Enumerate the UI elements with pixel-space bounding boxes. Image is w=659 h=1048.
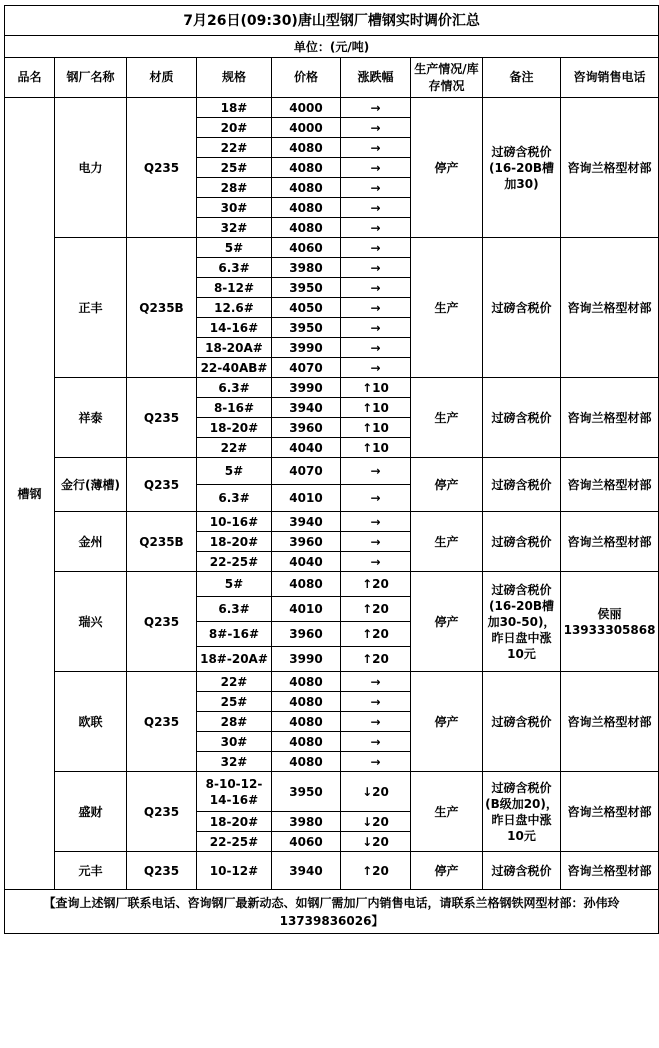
status-cell: 停产: [411, 672, 483, 772]
table-row: [5, 772, 659, 812]
spec-cell: 8#-16#: [197, 622, 272, 647]
price-cell: 3990: [272, 338, 341, 358]
table-row: [5, 458, 659, 485]
remark-cell: 过磅含税价: [483, 238, 561, 378]
price-cell: 4000: [272, 98, 341, 118]
table-row: [5, 572, 659, 597]
price-cell: 4060: [272, 238, 341, 258]
change-cell: ↑10: [341, 438, 411, 458]
change-cell: ↑10: [341, 398, 411, 418]
price-cell: 4040: [272, 552, 341, 572]
table-row: [5, 672, 659, 692]
price-cell: 4050: [272, 298, 341, 318]
spec-cell: 18-20#: [197, 532, 272, 552]
header-status: 生产情况/库存情况: [411, 58, 483, 98]
header-spec: 规格: [197, 58, 272, 98]
change-cell: →: [341, 338, 411, 358]
status-cell: 停产: [411, 852, 483, 890]
price-cell: 3940: [272, 852, 341, 890]
price-cell: 4080: [272, 752, 341, 772]
header-material: 材质: [127, 58, 197, 98]
change-cell: →: [341, 552, 411, 572]
table-row: [5, 238, 659, 258]
page-title: 7月26日(09:30)唐山型钢厂槽钢实时调价汇总: [5, 6, 659, 36]
change-cell: →: [341, 532, 411, 552]
spec-cell: 8-12#: [197, 278, 272, 298]
mill-name-cell: 祥泰: [55, 378, 127, 458]
material-cell: Q235: [127, 458, 197, 512]
price-summary-sheet: [4, 5, 658, 934]
product-name-cell: 槽钢: [5, 98, 55, 890]
status-cell: 停产: [411, 458, 483, 512]
price-cell: 4040: [272, 438, 341, 458]
header-contact: 咨询销售电话: [561, 58, 659, 98]
status-cell: 停产: [411, 572, 483, 672]
unit-label: 单位：(元/吨): [5, 36, 659, 58]
change-cell: →: [341, 485, 411, 512]
spec-cell: 25#: [197, 692, 272, 712]
spec-cell: 5#: [197, 458, 272, 485]
change-cell: →: [341, 178, 411, 198]
change-cell: ↑20: [341, 647, 411, 672]
change-cell: ↑10: [341, 378, 411, 398]
price-cell: 3990: [272, 647, 341, 672]
spec-cell: 18-20A#: [197, 338, 272, 358]
contact-cell: 咨询兰格型材部: [561, 98, 659, 238]
material-cell: Q235: [127, 378, 197, 458]
change-cell: →: [341, 158, 411, 178]
remark-cell: 过磅含税价(16-20B槽加30-50)，昨日盘中涨10元: [483, 572, 561, 672]
spec-cell: 22-25#: [197, 552, 272, 572]
spec-cell: 30#: [197, 198, 272, 218]
price-cell: 4080: [272, 198, 341, 218]
change-cell: →: [341, 712, 411, 732]
header-change: 涨跌幅: [341, 58, 411, 98]
mill-name-cell: 欧联: [55, 672, 127, 772]
status-cell: 生产: [411, 512, 483, 572]
spec-cell: 22-25#: [197, 832, 272, 852]
price-cell: 3950: [272, 318, 341, 338]
material-cell: Q235B: [127, 512, 197, 572]
mill-name-cell: 金行(薄槽): [55, 458, 127, 512]
header-remarks: 备注: [483, 58, 561, 98]
mill-name-cell: 正丰: [55, 238, 127, 378]
change-cell: ↓20: [341, 772, 411, 812]
material-cell: Q235: [127, 572, 197, 672]
table-row: [5, 512, 659, 532]
price-cell: 4080: [272, 572, 341, 597]
change-cell: →: [341, 238, 411, 258]
change-cell: →: [341, 278, 411, 298]
change-cell: ↑20: [341, 597, 411, 622]
mill-name-cell: 元丰: [55, 852, 127, 890]
change-cell: →: [341, 118, 411, 138]
price-cell: 3990: [272, 378, 341, 398]
table-row: [5, 852, 659, 890]
spec-cell: 25#: [197, 158, 272, 178]
spec-cell: 32#: [197, 752, 272, 772]
spec-cell: 28#: [197, 712, 272, 732]
spec-cell: 22-40AB#: [197, 358, 272, 378]
spec-cell: 28#: [197, 178, 272, 198]
price-cell: 3940: [272, 512, 341, 532]
change-cell: →: [341, 218, 411, 238]
change-cell: →: [341, 458, 411, 485]
spec-cell: 6.3#: [197, 485, 272, 512]
header-product: 品名: [5, 58, 55, 98]
material-cell: Q235: [127, 98, 197, 238]
price-cell: 3960: [272, 532, 341, 552]
price-cell: 4080: [272, 158, 341, 178]
price-cell: 3960: [272, 622, 341, 647]
remark-cell: 过磅含税价: [483, 672, 561, 772]
price-cell: 4010: [272, 597, 341, 622]
price-cell: 4070: [272, 358, 341, 378]
status-cell: 生产: [411, 238, 483, 378]
header-row: [5, 58, 659, 98]
remark-cell: 过磅含税价(16-20B槽加30): [483, 98, 561, 238]
price-cell: 3980: [272, 258, 341, 278]
contact-cell: 咨询兰格型材部: [561, 512, 659, 572]
change-cell: →: [341, 358, 411, 378]
change-cell: ↓20: [341, 832, 411, 852]
change-cell: →: [341, 298, 411, 318]
header-mill: 钢厂名称: [55, 58, 127, 98]
change-cell: ↑10: [341, 418, 411, 438]
price-cell: 4080: [272, 712, 341, 732]
change-cell: ↑20: [341, 572, 411, 597]
contact-cell: 咨询兰格型材部: [561, 672, 659, 772]
spec-cell: 12.6#: [197, 298, 272, 318]
remark-cell: 过磅含税价(B级加20)，昨日盘中涨10元: [483, 772, 561, 852]
price-cell: 3950: [272, 772, 341, 812]
table-row: [5, 98, 659, 118]
contact-cell: 侯丽 13933305868: [561, 572, 659, 672]
price-cell: 4080: [272, 178, 341, 198]
spec-cell: 14-16#: [197, 318, 272, 338]
change-cell: →: [341, 318, 411, 338]
change-cell: →: [341, 512, 411, 532]
contact-cell: 咨询兰格型材部: [561, 458, 659, 512]
change-cell: ↑20: [341, 852, 411, 890]
contact-cell: 咨询兰格型材部: [561, 238, 659, 378]
mill-name-cell: 电力: [55, 98, 127, 238]
change-cell: →: [341, 752, 411, 772]
contact-cell: 咨询兰格型材部: [561, 772, 659, 852]
price-table: [4, 5, 659, 934]
remark-cell: 过磅含税价: [483, 458, 561, 512]
material-cell: Q235B: [127, 238, 197, 378]
material-cell: Q235: [127, 772, 197, 852]
spec-cell: 22#: [197, 438, 272, 458]
price-cell: 4080: [272, 692, 341, 712]
price-cell: 4080: [272, 732, 341, 752]
material-cell: Q235: [127, 672, 197, 772]
change-cell: →: [341, 732, 411, 752]
change-cell: →: [341, 98, 411, 118]
price-cell: 3940: [272, 398, 341, 418]
mill-name-cell: 金州: [55, 512, 127, 572]
price-cell: 4080: [272, 138, 341, 158]
spec-cell: 10-16#: [197, 512, 272, 532]
change-cell: →: [341, 692, 411, 712]
status-cell: 生产: [411, 772, 483, 852]
remark-cell: 过磅含税价: [483, 852, 561, 890]
spec-cell: 32#: [197, 218, 272, 238]
status-cell: 生产: [411, 378, 483, 458]
spec-cell: 6.3#: [197, 597, 272, 622]
contact-cell: 咨询兰格型材部: [561, 378, 659, 458]
spec-cell: 22#: [197, 672, 272, 692]
price-cell: 4070: [272, 458, 341, 485]
spec-cell: 18#: [197, 98, 272, 118]
price-cell: 4080: [272, 672, 341, 692]
change-cell: ↑20: [341, 622, 411, 647]
spec-cell: 5#: [197, 238, 272, 258]
change-cell: →: [341, 672, 411, 692]
spec-cell: 10-12#: [197, 852, 272, 890]
spec-cell: 22#: [197, 138, 272, 158]
price-cell: 4080: [272, 218, 341, 238]
spec-cell: 20#: [197, 118, 272, 138]
change-cell: →: [341, 138, 411, 158]
remark-cell: 过磅含税价: [483, 378, 561, 458]
footer-note: 【查询上述钢厂联系电话、咨询钢厂最新动态、如钢厂需加厂内销售电话，请联系兰格钢铁网型材部：孙伟玲13739836026】: [5, 890, 659, 934]
contact-cell: 咨询兰格型材部: [561, 852, 659, 890]
change-cell: →: [341, 198, 411, 218]
change-cell: →: [341, 258, 411, 278]
mill-name-cell: 盛财: [55, 772, 127, 852]
price-cell: 4000: [272, 118, 341, 138]
price-cell: 3980: [272, 812, 341, 832]
spec-cell: 18#-20A#: [197, 647, 272, 672]
spec-cell: 8-16#: [197, 398, 272, 418]
table-row: [5, 378, 659, 398]
spec-cell: 5#: [197, 572, 272, 597]
spec-cell: 18-20#: [197, 418, 272, 438]
header-price: 价格: [272, 58, 341, 98]
price-cell: 3950: [272, 278, 341, 298]
spec-cell: 18-20#: [197, 812, 272, 832]
price-cell: 4060: [272, 832, 341, 852]
spec-cell: 30#: [197, 732, 272, 752]
material-cell: Q235: [127, 852, 197, 890]
change-cell: ↓20: [341, 812, 411, 832]
price-cell: 4010: [272, 485, 341, 512]
price-cell: 3960: [272, 418, 341, 438]
status-cell: 停产: [411, 98, 483, 238]
mill-name-cell: 瑞兴: [55, 572, 127, 672]
spec-cell: 6.3#: [197, 258, 272, 278]
spec-cell: 6.3#: [197, 378, 272, 398]
remark-cell: 过磅含税价: [483, 512, 561, 572]
spec-cell: 8-10-12-14-16#: [197, 772, 272, 812]
